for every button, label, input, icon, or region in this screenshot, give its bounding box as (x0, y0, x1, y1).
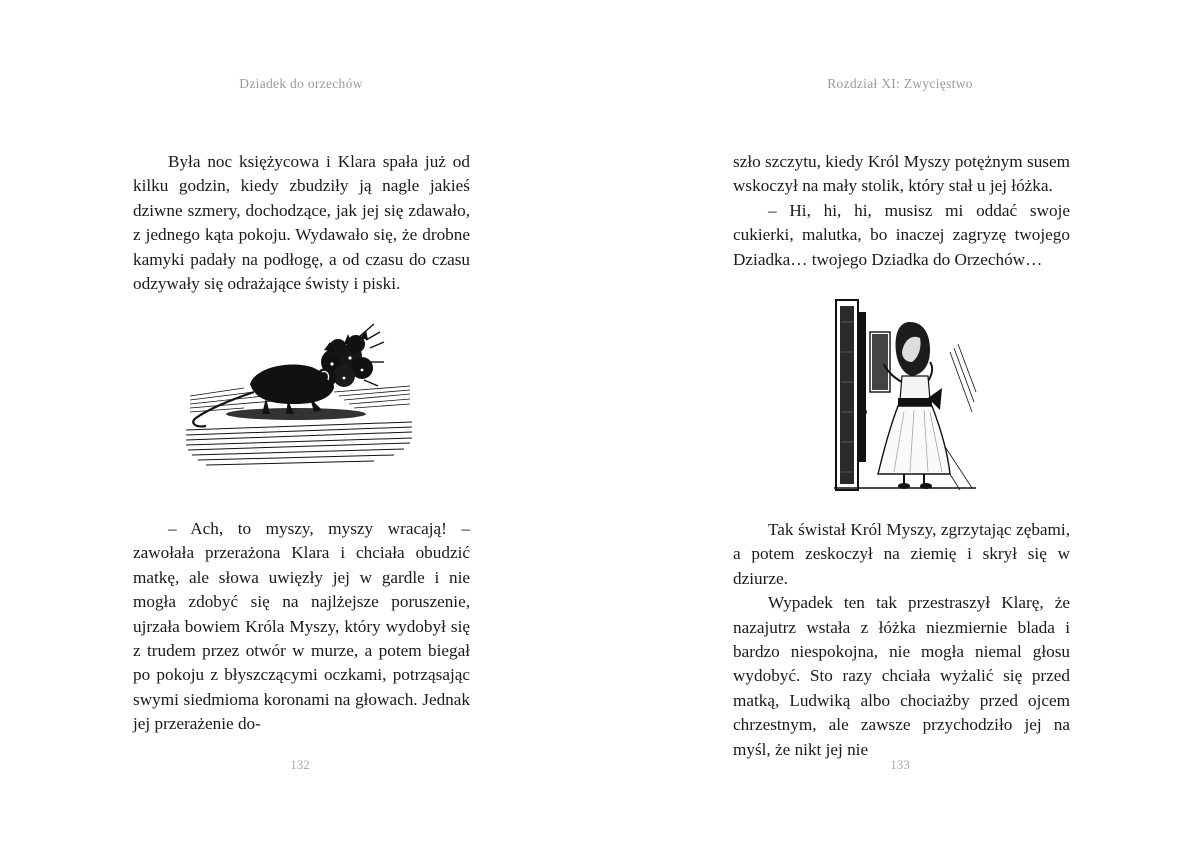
page-number-left: 132 (290, 757, 310, 772)
paragraph: Była noc księżycowa i Klara spała już od kilku godzin, kiedy zbudziły ją nagle jakieś dziwne szmery, dochodzące, jak jej się zdawało, z jednego kąta pokoju. Wydawało się, że drobne kamyki padały na podłogę, a od czasu do czasu odzywały się odrażające świsty i piski. (133, 152, 470, 294)
paragraph: – Ach, to myszy, myszy wracają! – zawołała przerażona Klara i chciała obudzić matkę, ale słowa uwięzły jej w gardle i nie mogła zdobyć się na najlżejsze poruszenie, ujrzała bowiem Króla Myszy, który wydobył się z trudem przez otwór w murze, a potem biegał po pokoju z błyszczącymi oczkami, potrząsając swymi siedmioma koronami na głowach. Jednak jej przerażenie do- (133, 519, 470, 734)
mouse-king-illustration (184, 322, 414, 468)
text-block-bottom-right (733, 518, 1070, 762)
paragraph: Wypadek ten tak przestraszył Klarę, że nazajutrz wstała z łóżka niezmiernie blada i bardzo niespokojna, nie mogła niemal głosu wydobyć. Sto razy chciała wyżalić się przed matką, Ludwiką albo chociażby przed ojcem chrzestnym, ale zawsze przychodziło jej na myśl, że nikt jej nie (733, 593, 1070, 759)
girl-at-cabinet-illustration (832, 292, 978, 494)
page-number-right: 133 (890, 757, 910, 772)
paragraph: – Hi, hi, hi, musisz mi oddać swoje cukierki, malutka, bo inaczej zagryzę twojego Dziadka… twojego Dziadka do Orzechów… (733, 200, 1070, 269)
paragraph: Tak świstał Król Myszy, zgrzytając zębami, a potem zeskoczył na ziemię i skrył się w dziurze. (733, 520, 1070, 588)
text-block-bottom-left (133, 517, 470, 737)
running-head-right: Rozdział XI: Zwycięstwo (827, 76, 973, 91)
text-block-top-right (733, 150, 1070, 272)
right-page (600, 0, 1200, 848)
paragraph: szło szczytu, kiedy Król Myszy potężnym susem wskoczył na mały stolik, który stał u jej łóżka. (733, 152, 1070, 196)
text-block-top-left (133, 150, 470, 296)
running-head-left: Dziadek do orzechów (239, 76, 363, 91)
